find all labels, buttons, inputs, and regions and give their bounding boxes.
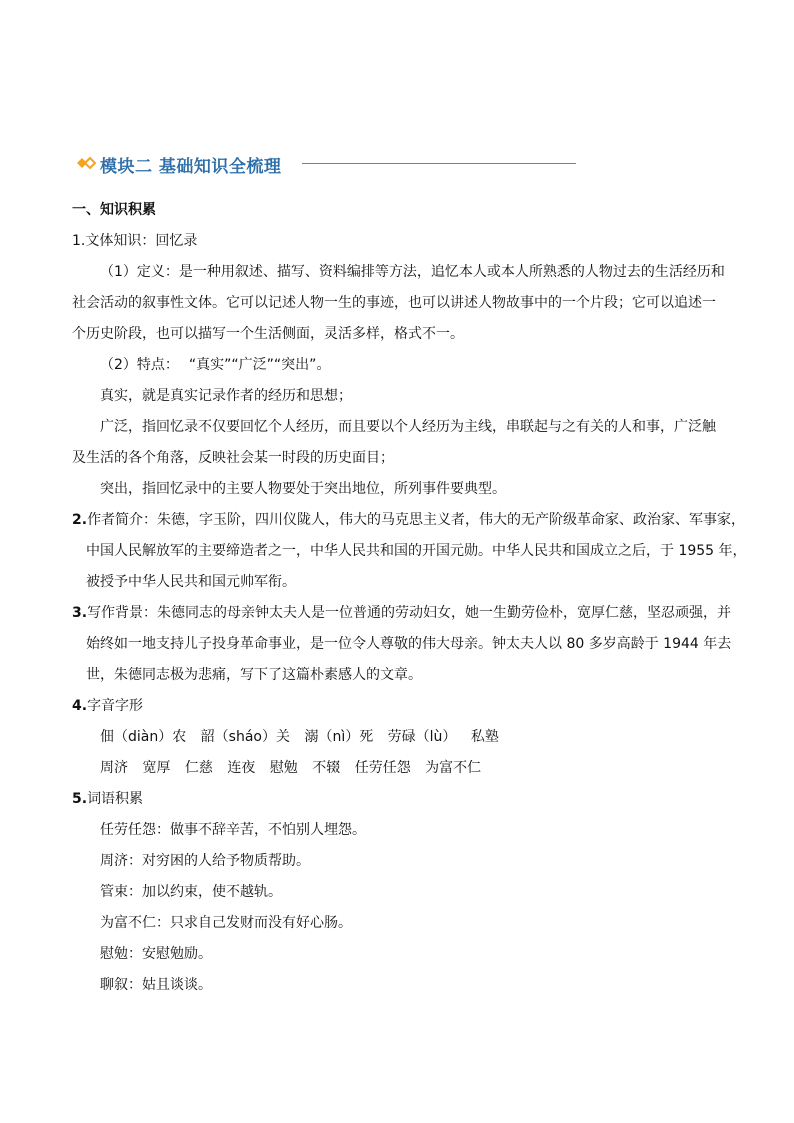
feature-truth: 真实，就是真实记录作者的经历和思想； [100, 388, 352, 404]
definition-line: 社会活动的叙事性文体。它可以记述人物一生的事迹，也可以讲述人物故事中的一个片段；它可以追述一 [72, 295, 716, 311]
word-item: 不辍 [312, 760, 341, 776]
word-item: 宽厚 [142, 760, 171, 776]
item-2-line: 2.作者简介：朱德，字玉阶，四川仪陇人，伟大的马克思主义者，伟大的无产阶级革命家、政治家、军事家， [72, 512, 746, 528]
item-3-line: 世，朱德同志极为悲痛，写下了这篇朴素感人的文章。 [86, 667, 422, 683]
item-3-line: 始终如一地支持儿子投身革命事业，是一位令人尊敬的伟大母亲。钟太夫人以 80 多岁高龄于 1944 年去 [86, 636, 732, 652]
features-value: “真实”“广泛”“突出”。 [188, 357, 331, 373]
item-title: 字音字形 [87, 698, 144, 714]
word-item: 任劳任怨 [354, 760, 411, 776]
double-chevron-icon [76, 155, 96, 171]
pronunciation-list [72, 722, 724, 753]
vocabulary-entry: 慰勉：安慰勉励。 [100, 946, 212, 962]
vocabulary-entry: 为富不仁：只求自己发财而没有好心肠。 [100, 915, 352, 931]
features-line [72, 350, 724, 381]
item-5-heading [72, 784, 724, 815]
item-title: 文体知识：回忆录 [85, 233, 198, 249]
pronunciation-item: 私塾 [470, 729, 499, 745]
feature-broad-line: 广泛，指回忆录不仅要回忆个人经历，而且要以个人经历为主线，串联起与之有关的人和事，广泛触 [100, 419, 716, 435]
item-number: 5. [72, 791, 88, 807]
word-item: 周济 [100, 760, 128, 776]
word-item: 连夜 [227, 760, 256, 776]
vocabulary-entry: 管束：加以约束，使不越轨。 [100, 884, 282, 900]
item-number: 3. [72, 605, 88, 621]
item-number: 1. [72, 233, 86, 249]
vocabulary-entry: 周济：对穷困的人给予物质帮助。 [100, 853, 310, 869]
section-heading: 一、知识积累 [72, 202, 156, 218]
item-title: 词语积累 [87, 791, 144, 807]
vocabulary-entry: 聊叙：姑且谈谈。 [100, 977, 212, 993]
word-item: 慰勉 [269, 760, 298, 776]
item-2-line: 中国人民解放军的主要缔造者之一，中华人民共和国的开国元勋。中华人民共和国成立之后，于 1955 年， [86, 543, 747, 559]
pronunciation-item: 佃（diàn）农 [100, 729, 187, 745]
document-body [72, 195, 747, 1001]
word-item: 为富不仁 [425, 760, 482, 776]
features-label: （2）特点： [100, 357, 179, 373]
vocabulary-entry: 任劳任怨：做事不辞辛苦，不怕别人埋怨。 [100, 822, 366, 838]
item-number: 2. [72, 512, 88, 528]
item-2-line: 被授予中华人民共和国元帅军衔。 [86, 574, 296, 590]
word-item: 仁慈 [184, 760, 213, 776]
pronunciation-item: 韶（sháo）关 [200, 729, 290, 745]
module-title: 模块二 基础知识全梳理 [100, 157, 282, 177]
pronunciation-item: 溺（nì）死 [304, 729, 374, 745]
feature-broad-line: 及生活的各个角落，反映社会某一时段的历史面目； [72, 450, 394, 466]
module-title-rule [302, 163, 576, 164]
feature-prominent: 突出，指回忆录中的主要人物要处于突出地位，所列事件要典型。 [100, 481, 506, 497]
item-3-line: 3.写作背景：朱德同志的母亲钟太夫人是一位普通的劳动妇女，她一生勤劳俭朴，宽厚仁慈，坚忍顽强，并 [72, 605, 732, 621]
module-header [76, 150, 576, 178]
item-1-heading [72, 226, 724, 257]
definition-line: 个历史阶段，也可以描写一个生活侧面，灵活多样，格式不一。 [72, 326, 464, 342]
pronunciation-item: 劳碌（lù） [387, 729, 457, 745]
item-4-heading [72, 691, 724, 722]
definition-line: （1）定义：是一种用叙述、描写、资料编排等方法，追忆本人或本人所熟悉的人物过去的生活经历和 [100, 264, 725, 280]
word-list [72, 753, 724, 784]
item-number: 4. [72, 698, 88, 714]
